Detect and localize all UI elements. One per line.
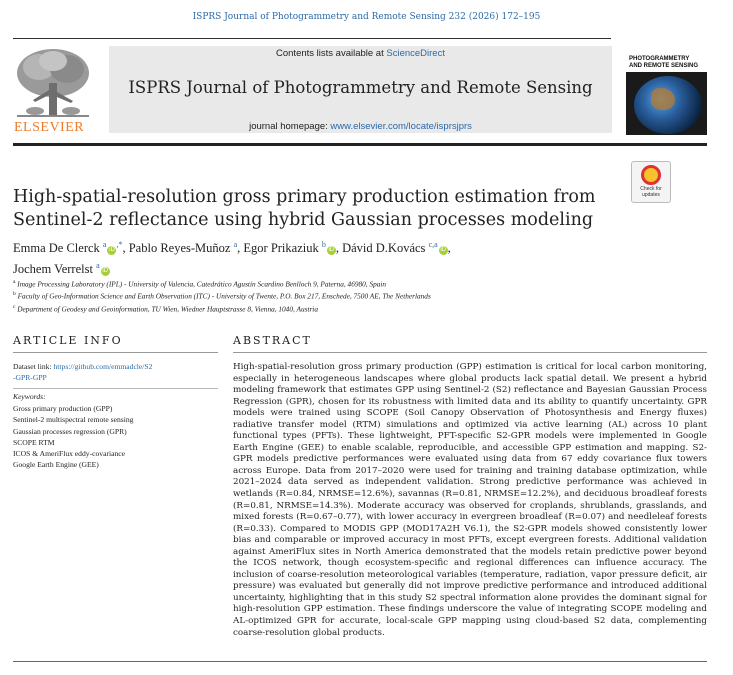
cover-title-line1: PHOTOGRAMMETRY	[629, 56, 690, 62]
keyword-item: Gaussian processes regression (GPR)	[13, 426, 127, 436]
dataset-link[interactable]: https://github.com/emmadcle/S2	[53, 362, 153, 371]
affiliation-item	[13, 302, 623, 314]
header-bottom-rule	[13, 143, 707, 146]
affiliation-sup: a	[13, 279, 16, 285]
orcid-icon[interactable]: iD	[102, 268, 108, 275]
affiliations	[13, 277, 623, 314]
dataset-label: Dataset link:	[13, 362, 54, 371]
check-updates-line2: updates	[642, 192, 660, 198]
check-updates-icon	[641, 165, 661, 185]
journal-cover-image[interactable]	[626, 38, 707, 135]
contents-prefix: Contents lists available at	[276, 48, 387, 59]
journal-homepage-link[interactable]: www.elsevier.com/locate/isprsjprs	[330, 121, 472, 132]
earth-land-shape	[651, 88, 675, 110]
homepage-line	[109, 121, 612, 132]
corresponding-author-mark[interactable]: ,*	[116, 240, 123, 249]
affiliation-sup: c	[13, 303, 16, 310]
cover-title	[629, 56, 698, 70]
affiliation-text: Image Processing Laboratory (IPL) - University of Valencia, Catedrático Agustín Scardino Benlloch 9, Paterna, 46980, Spain	[17, 279, 387, 289]
author-name[interactable]: Jochem Verrelst	[13, 262, 93, 277]
sciencedirect-link[interactable]: ScienceDirect	[386, 48, 445, 59]
journal-citation[interactable]: ISPRS Journal of Photogrammetry and Remote Sensing 232 (2026) 172–195	[192, 12, 541, 22]
keyword-item: Gross primary production (GPP)	[13, 404, 113, 413]
article-title: High-spatial-resolution gross primary production estimation from Sentinel-2 reflectance using hybrid Gaussian processes modeling	[13, 187, 596, 230]
abstract-body: High-spatial-resolution gross primary production (GPP) estimation is critical for local carbon monitoring, especially in heterogeneous landscapes where global products lack spatial detail. We present a hybrid modeling framework that estimates GPP using Sentinel-2 (S2) reflectance and Bayesian Gaussian Process Regression (GPR), chosen for its robustness with limited data and its ability to quantify uncertainty. GPR models were trained using SCOPE (Soil Canopy Observation of Photosynthesis and Energy fluxes) radiative transfer model (RTM) simulations and optimized via active learning (AL) across 10 plant functional types (PFTs). These lightweight, PFT-specific S2-GPR models were implemented in Google Earth Engine (GEE) to enable scalable, reproducible, and accessible GPP estimation and mapping. S2-GPR models predictive performances were evaluated using data from 67 eddy covariance flux towers across Europe. Data from 2017–2020 were used for training and training database optimization, while 2021–2024 data served as independent validation. Strong predictive performance was achieved in wetlands (R=0.84, NRMSE=12.6%), savannas (R=0.81, NRMSE=12.2%), and deciduous broadleaf forests (R=0.81, NRMSE=14.3%). Moderate accuracy was observed for croplands, shrublands, grasslands, and mixed forests (R=0.67–0.77), with lower accuracy in evergreen broadleaf (R=0.07) and needleleaf forests (R=0.33). Compared to MODIS GPP (MOD17A2H V6.1), the S2-GPR models showed consistently lower bias and comparable or improved accuracy in most PFTs, except evergreen forests. Additional validation against AmeriFlux sites in North America demonstrated that the models retain predictive power beyond the ICOS network, though ecosystem-specific and regional differences can influence accuracy. The inclusion of coarse-resolution meteorological variables (temperature, radiation, vapor pressure deficit, air pressure) was evaluated but generally did not improve predictive performance and introduced additional uncertainty, highlighting that in this study S2 spectral information alone provides the dominant signal for high-resolution GPP estimation. These findings underscore the value of integrating SCOPE modeling and AL-optimized GPR for accurate, local-scale GPP mapping using cloud-based S2 data, complementing coarse-resolution global products.	[233, 362, 707, 638]
elsevier-wordmark: ELSEVIER	[14, 120, 85, 135]
article-info-heading: ARTICLE INFO	[13, 334, 123, 347]
keywords-list	[13, 403, 218, 471]
author-affil-sup[interactable]: a	[233, 240, 238, 249]
dataset-link-continued[interactable]: -GPR-GPP	[13, 373, 47, 382]
author-affil-sup[interactable]: a	[102, 240, 107, 249]
affiliation-item	[13, 277, 623, 289]
footer-rule	[13, 661, 707, 662]
affiliation-text: Faculty of Geo-Information Science and Earth Observation (ITC) - University of Twente, P.O. Box 217, Enschede, 7500 AE, The Netherlands	[17, 291, 431, 301]
homepage-prefix: journal homepage:	[249, 121, 331, 132]
keywords-rule	[13, 388, 218, 389]
keyword-item: ICOS & AmeriFlux eddy-covariance	[13, 449, 125, 459]
author-affil-sup[interactable]: c,a	[428, 240, 438, 249]
cover-title-line2: AND REMOTE SENSING	[629, 63, 699, 69]
affiliation-text: Department of Geodesy and Geoinformation, TU Wien, Wiedner Hauptstrasse 8, Vienna, 1040, Austria	[17, 304, 318, 314]
author-list: Emma De Clerck $^a$iD,*, Pablo Reyes-Muñoz $^a$, Egor Prikaziuk $^b$iD , Dávid D.Kovács $^{c,a}$iD , Jochem Verrelst $^a$iD	[13, 240, 451, 277]
author-name[interactable]: Emma De Clerck	[13, 241, 100, 256]
contents-line	[109, 48, 612, 59]
affiliation-sup: b	[13, 291, 16, 298]
author-affil-sup[interactable]: a	[96, 261, 100, 271]
keyword-item: Google Earth Engine (GEE)	[13, 460, 99, 470]
check-updates-line1: Check for	[640, 186, 662, 192]
check-for-updates-button[interactable]	[631, 161, 671, 203]
orcid-icon[interactable]: iD	[328, 247, 335, 254]
affiliation-item	[13, 289, 623, 301]
header-rule	[13, 38, 611, 39]
orcid-icon[interactable]: iD	[440, 247, 446, 254]
orcid-icon[interactable]: iD	[109, 247, 115, 254]
keywords-heading: Keywords:	[13, 392, 46, 401]
author-name[interactable]: Egor Prikaziuk	[243, 241, 319, 256]
check-updates-label	[632, 186, 670, 198]
article-info-rule	[13, 352, 218, 353]
dataset-link-block	[13, 361, 198, 383]
abstract-heading: ABSTRACT	[233, 334, 312, 347]
abstract-rule	[233, 352, 707, 353]
keyword-item: Sentinel-2 multispectral remote sensing	[13, 415, 134, 425]
author-affil-sup[interactable]: b	[321, 240, 326, 249]
author-name[interactable]: Pablo Reyes-Muñoz	[128, 241, 231, 256]
journal-title: ISPRS Journal of Photogrammetry and Remote Sensing	[128, 78, 593, 97]
keyword-item: SCOPE RTM	[13, 437, 55, 447]
author-name[interactable]: Dávid D.Kovács	[342, 241, 426, 256]
